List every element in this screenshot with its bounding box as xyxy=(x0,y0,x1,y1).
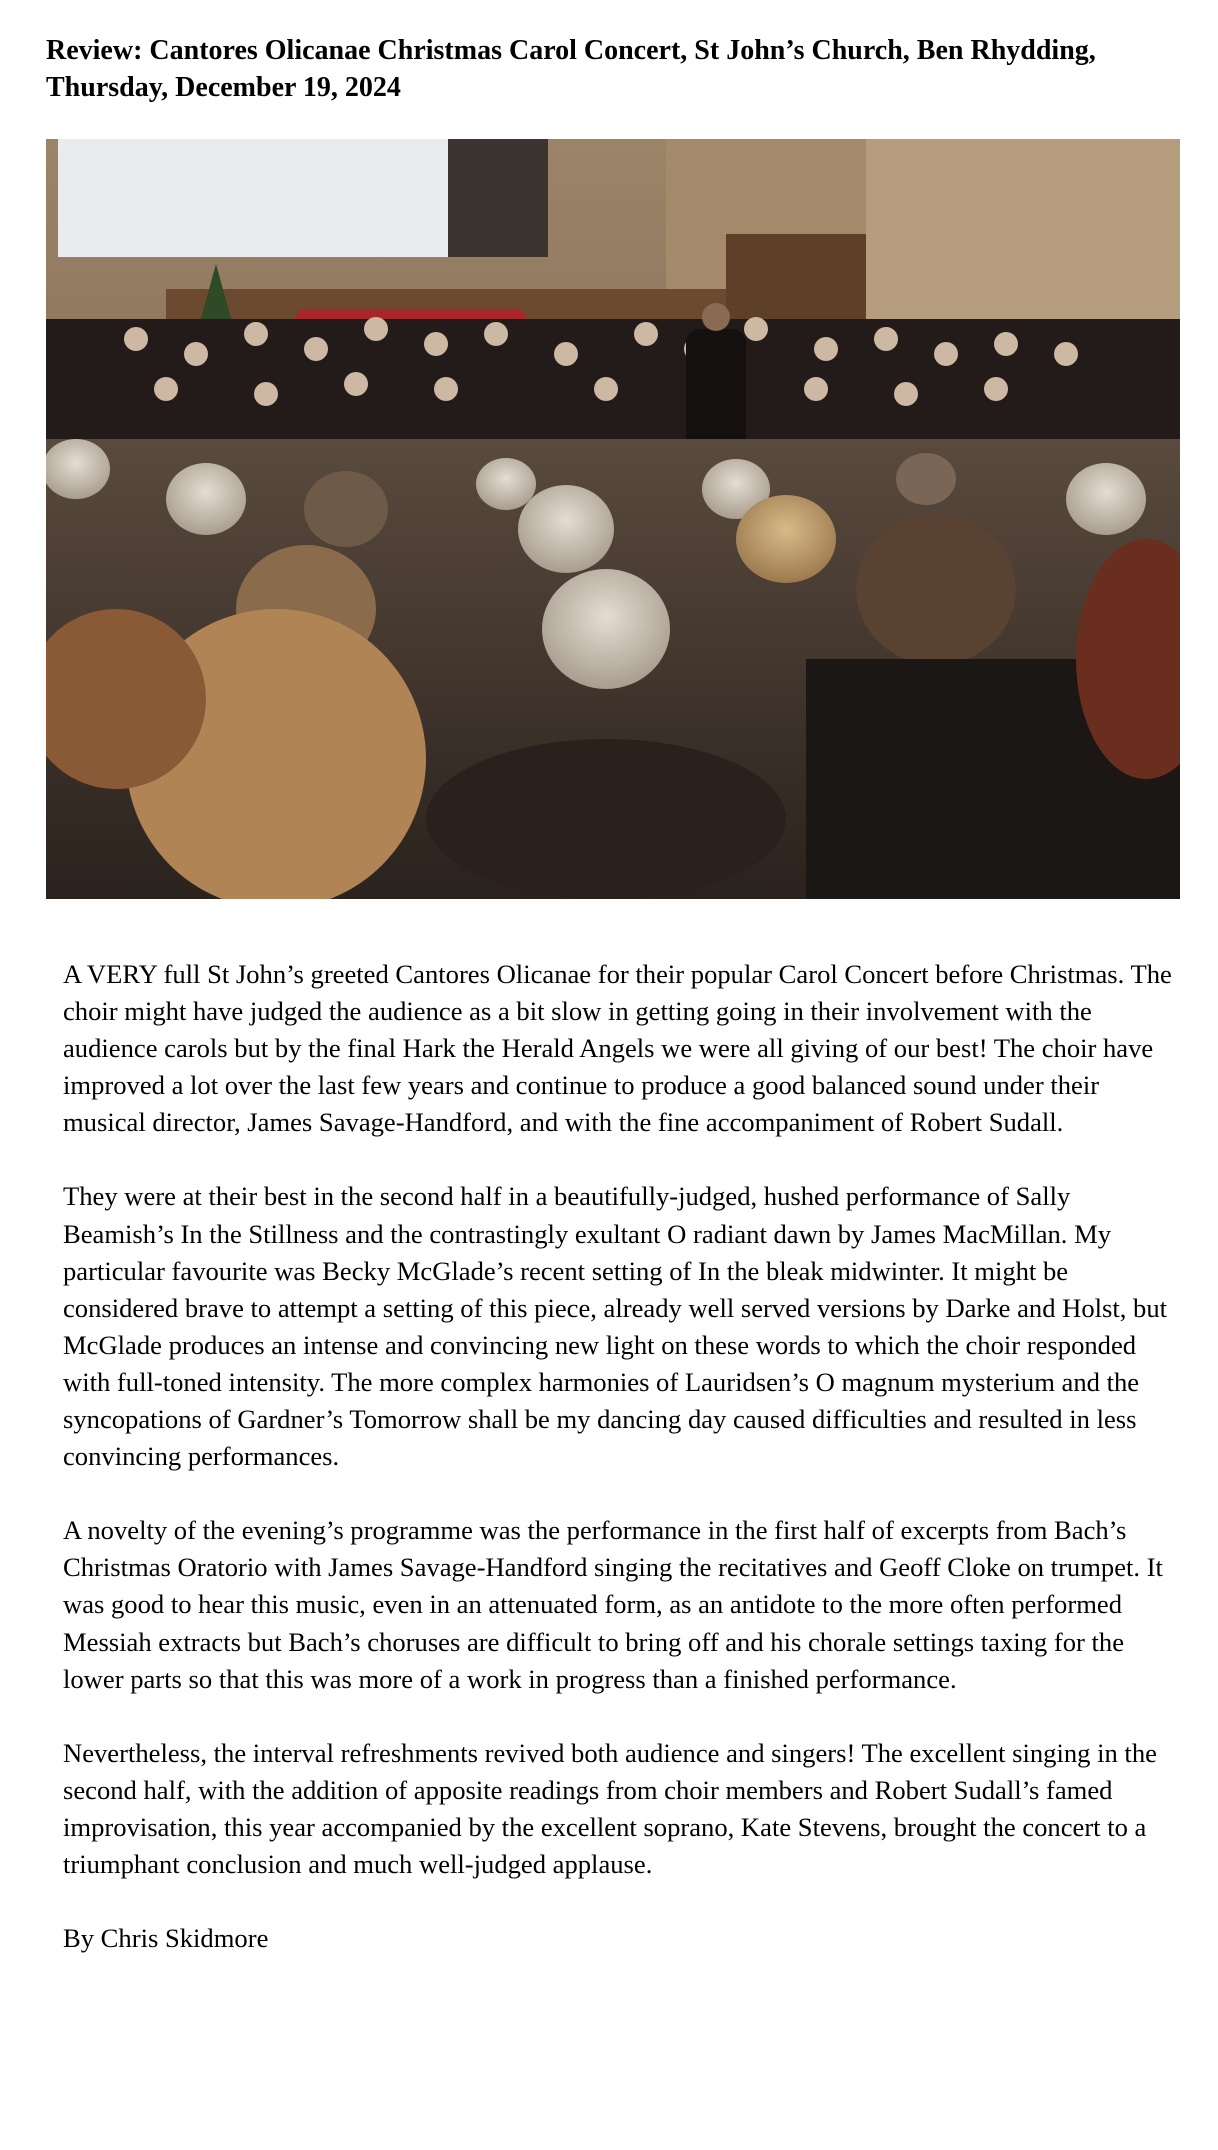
article-paragraph: A novelty of the evening’s programme was the performance in the first half of excerpts from Bach’s Christmas Oratorio with James Savage-Handford singing the recitatives and Geoff Cloke on trumpet. It was good to hear this music, even in an attenuated form, as an antidote to the more often performed Messiah extracts but Bach’s choruses are difficult to bring off and his chorale settings taxing for the lower parts so that this was more of a work in progress than a finished performance. xyxy=(63,1515,1163,1694)
article-title: Review: Cantores Olicanae Christmas Carol Concert, St John’s Church, Ben Rhydding, Thursday, December 19, 2024 xyxy=(46,35,1096,103)
article-byline: By Chris Skidmore xyxy=(63,1923,269,1954)
article-body xyxy=(63,956,1183,1994)
article-paragraph: They were at their best in the second half in a beautifully-judged, hushed performance of Sally Beamish’s In the Stillness and the contrastingly exultant O radiant dawn by James MacMillan. My particular favourite was Becky McGlade’s recent setting of In the bleak midwinter. It might be considered brave to attempt a setting of this piece, already well served versions by Darke and Holst, but McGlade produces an intense and convincing new light on these words to which the choir responded with full-toned intensity. The more complex harmonies of Lauridsen’s O magnum mysterium and the syncopations of Gardner’s Tomorrow shall be my dancing day caused difficulties and resulted in less convincing performances. xyxy=(63,1181,1168,1472)
article-paragraph: Nevertheless, the interval refreshments revived both audience and singers! The excellent singing in the second half, with the addition of apposite readings from choir members and Robert Sudall’s famed improvisation, this year accompanied by the excellent soprano, Kate Stevens, brought the concert to a triumphant conclusion and much well-judged applause. xyxy=(63,1737,1157,1879)
article-paragraph: A VERY full St John’s greeted Cantores Olicanae for their popular Carol Concert before Christmas. The choir might have judged the audience as a bit slow in getting going in their involvement with the audience carols but by the final Hark the Herald Angels we were all giving of our best! The choir have improved a lot over the last few years and continue to produce a good balanced sound under their musical director, James Savage-Handford, and with the fine accompaniment of Robert Sudall. xyxy=(63,959,1172,1138)
concert-photo xyxy=(46,139,1180,899)
